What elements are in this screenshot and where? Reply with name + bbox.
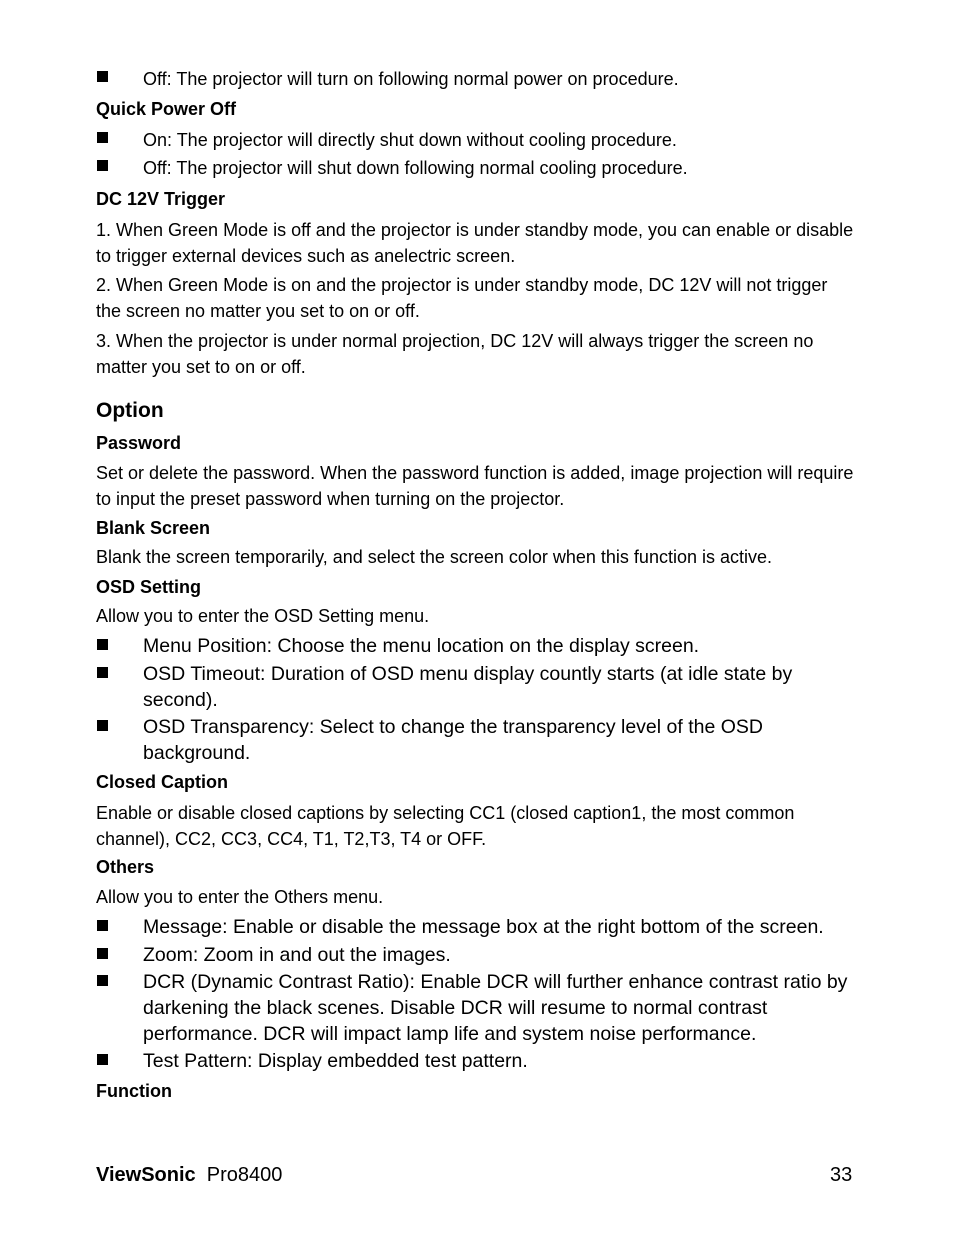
bullet-square-icon [97, 667, 108, 678]
brand-name: ViewSonic [96, 1164, 196, 1186]
paragraph: Allow you to enter the OSD Setting menu. [96, 606, 430, 626]
page-number: 33 [830, 1164, 853, 1186]
paragraph: Set or delete the password. When the password function is added, image projection will require to input the preset password when turning on the projector. [96, 463, 854, 509]
paragraph: Allow you to enter the Others menu. [96, 887, 384, 907]
bullet-square-icon [97, 639, 108, 650]
section-heading: Function [96, 1081, 172, 1101]
bullet-square-icon [97, 720, 108, 731]
paragraph: 2. When Green Mode is on and the projector is under standby mode, DC 12V will not trigger the screen no matter you set to on or off. [96, 275, 828, 321]
bullet-square-icon [97, 160, 108, 171]
bullet-square-icon [97, 132, 108, 143]
paragraph: Blank the screen temporarily, and select the screen color when this function is active. [96, 547, 773, 567]
section-heading: Blank Screen [96, 518, 211, 538]
bullet-square-icon [97, 71, 108, 82]
section-heading: Others [96, 857, 155, 877]
footer-brand [96, 1164, 282, 1187]
bullet-square-icon [97, 948, 108, 959]
section-heading: Quick Power Off [96, 99, 237, 119]
paragraph: Enable or disable closed captions by selecting CC1 (closed caption1, the most common channel), CC2, CC3, CC4, T1, T2,T3, T4 or OFF. [96, 803, 795, 849]
section-heading: Closed Caption [96, 772, 229, 792]
section-heading: Password [96, 433, 182, 453]
model-name: Pro8400 [206, 1164, 283, 1186]
bullet-square-icon [97, 920, 108, 931]
paragraph: 1. When Green Mode is off and the projector is under standby mode, you can enable or disable to trigger external devices such as anelectric screen. [96, 220, 854, 266]
bullet-square-icon [97, 1054, 108, 1065]
paragraph: 3. When the projector is under normal projection, DC 12V will always trigger the screen no matter you set to on or off. [96, 331, 814, 377]
section-heading: DC 12V Trigger [96, 189, 226, 209]
bullet-square-icon [97, 975, 108, 986]
section-heading: OSD Setting [96, 577, 202, 597]
page-section-title: Option [96, 399, 164, 422]
